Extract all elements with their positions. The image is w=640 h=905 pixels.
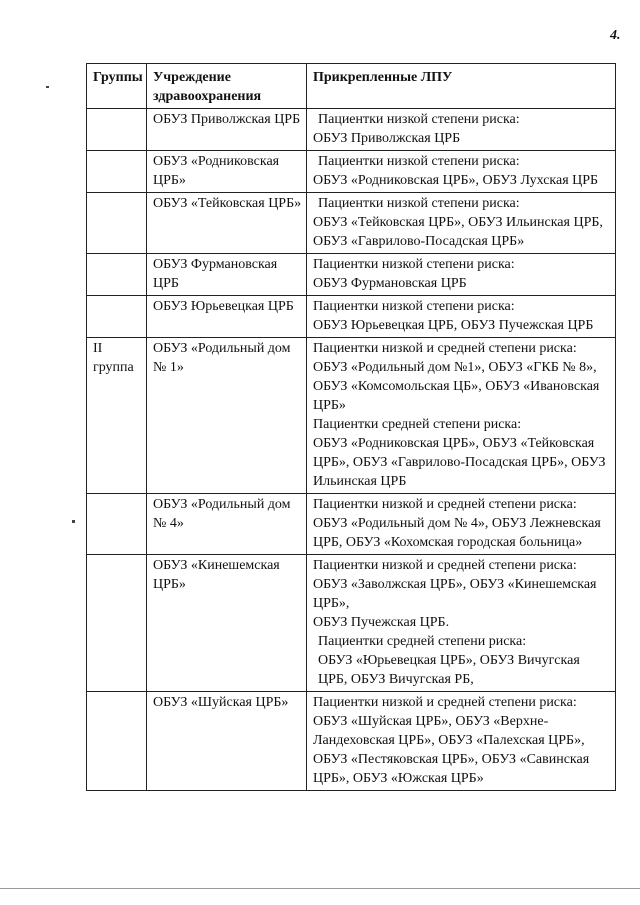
institution-cell: ОБУЗ «Кинешемская ЦРБ» [147, 555, 307, 692]
scan-speck [72, 520, 75, 523]
group-cell [87, 151, 147, 193]
scan-bottom-line [0, 888, 640, 889]
lpu-line: ОБУЗ Юрьевецкая ЦРБ, ОБУЗ Пучежская ЦРБ [313, 318, 594, 333]
lpu-line: Пациентки средней степени риска: [318, 634, 527, 649]
lpu-line: ОБУЗ «Родильный дом №1», ОБУЗ «ГКБ № 8», ОБУЗ «Комсомольская ЦБ», ОБУЗ «Ивановская ЦРБ» [313, 360, 600, 413]
attached-lpu-cell [307, 555, 616, 692]
table-row [87, 338, 616, 494]
lpu-line: Пациентки низкой и средней степени риска: [313, 695, 577, 710]
lpu-line: ОБУЗ Приволжская ЦРБ [313, 131, 461, 146]
lpu-line: Пациентки низкой степени риска: [318, 154, 520, 169]
lpu-line: ОБУЗ «Заволжская ЦРБ», ОБУЗ «Кинешемская ЦРБ», [313, 577, 597, 611]
attached-lpu-cell [307, 296, 616, 338]
lpu-line: ОБУЗ «Шуйская ЦРБ», ОБУЗ «Верхне-Ландеховская ЦРБ», ОБУЗ «Палехская ЦРБ», ОБУЗ «Пестяковская ЦРБ», ОБУЗ «Савинская ЦРБ», ОБУЗ «Южская ЦРБ» [313, 714, 590, 786]
lpu-line: Пациентки средней степени риска: [313, 417, 522, 432]
lpu-line: ОБУЗ «Родниковская ЦРБ», ОБУЗ «Тейковская ЦРБ», ОБУЗ «Гаврилово-Посадская ЦРБ», ОБУЗ Ильинская ЦРБ [313, 436, 606, 489]
lpu-line: ОБУЗ «Юрьевецкая ЦРБ», ОБУЗ Вичугская ЦРБ, ОБУЗ Вичугская РБ, [318, 653, 580, 687]
institution-cell: ОБУЗ «Родильный дом № 4» [147, 494, 307, 555]
table-row [87, 109, 616, 151]
lpu-line: ОБУЗ Фурмановская ЦРБ [313, 276, 467, 291]
table-row [87, 692, 616, 791]
group-cell: II группа [87, 338, 147, 494]
table-row [87, 193, 616, 254]
group-cell [87, 109, 147, 151]
lpu-line: Пациентки низкой степени риска: [318, 196, 520, 211]
institution-cell: ОБУЗ «Родниковская ЦРБ» [147, 151, 307, 193]
lpu-assignment-table [86, 63, 616, 791]
group-cell [87, 296, 147, 338]
table-header-row [87, 64, 616, 109]
table-row [87, 151, 616, 193]
table-row [87, 296, 616, 338]
attached-lpu-cell [307, 151, 616, 193]
header-attached-lpu: Прикрепленные ЛПУ [307, 64, 616, 109]
institution-cell: ОБУЗ Приволжская ЦРБ [147, 109, 307, 151]
lpu-line: Пациентки низкой степени риска: [318, 112, 520, 127]
table-row [87, 254, 616, 296]
institution-cell: ОБУЗ «Тейковская ЦРБ» [147, 193, 307, 254]
lpu-line: Пациентки низкой степени риска: [313, 299, 515, 314]
table-row [87, 555, 616, 692]
institution-cell: ОБУЗ Юрьевецкая ЦРБ [147, 296, 307, 338]
group-cell [87, 254, 147, 296]
group-cell [87, 692, 147, 791]
attached-lpu-cell [307, 692, 616, 791]
lpu-line: Пациентки низкой и средней степени риска: [313, 558, 577, 573]
institution-cell: ОБУЗ Фурмановская ЦРБ [147, 254, 307, 296]
group-cell [87, 555, 147, 692]
lpu-line: ОБУЗ Пучежская ЦРБ. [313, 615, 450, 630]
scan-speck [46, 86, 49, 88]
lpu-line: Пациентки низкой степени риска: [313, 257, 515, 272]
table-row [87, 494, 616, 555]
institution-cell: ОБУЗ «Шуйская ЦРБ» [147, 692, 307, 791]
attached-lpu-cell [307, 193, 616, 254]
lpu-line: ОБУЗ «Тейковская ЦРБ», ОБУЗ Ильинская ЦРБ, ОБУЗ «Гаврилово-Посадская ЦРБ» [313, 215, 603, 249]
group-cell [87, 494, 147, 555]
institution-cell: ОБУЗ «Родильный дом № 1» [147, 338, 307, 494]
attached-lpu-cell [307, 494, 616, 555]
lpu-line: Пациентки низкой и средней степени риска: [313, 341, 577, 356]
lpu-line: Пациентки низкой и средней степени риска: [313, 497, 577, 512]
header-groups: Группы [87, 64, 147, 109]
lpu-line: ОБУЗ «Родильный дом № 4», ОБУЗ Лежневская ЦРБ, ОБУЗ «Кохомская городская больница» [313, 516, 601, 550]
group-cell [87, 193, 147, 254]
lpu-line: ОБУЗ «Родниковская ЦРБ», ОБУЗ Лухская ЦРБ [313, 173, 599, 188]
attached-lpu-cell [307, 254, 616, 296]
page-number: 4. [610, 28, 621, 43]
attached-lpu-cell [307, 109, 616, 151]
header-institution: Учреждение здравоохранения [147, 64, 307, 109]
attached-lpu-cell [307, 338, 616, 494]
